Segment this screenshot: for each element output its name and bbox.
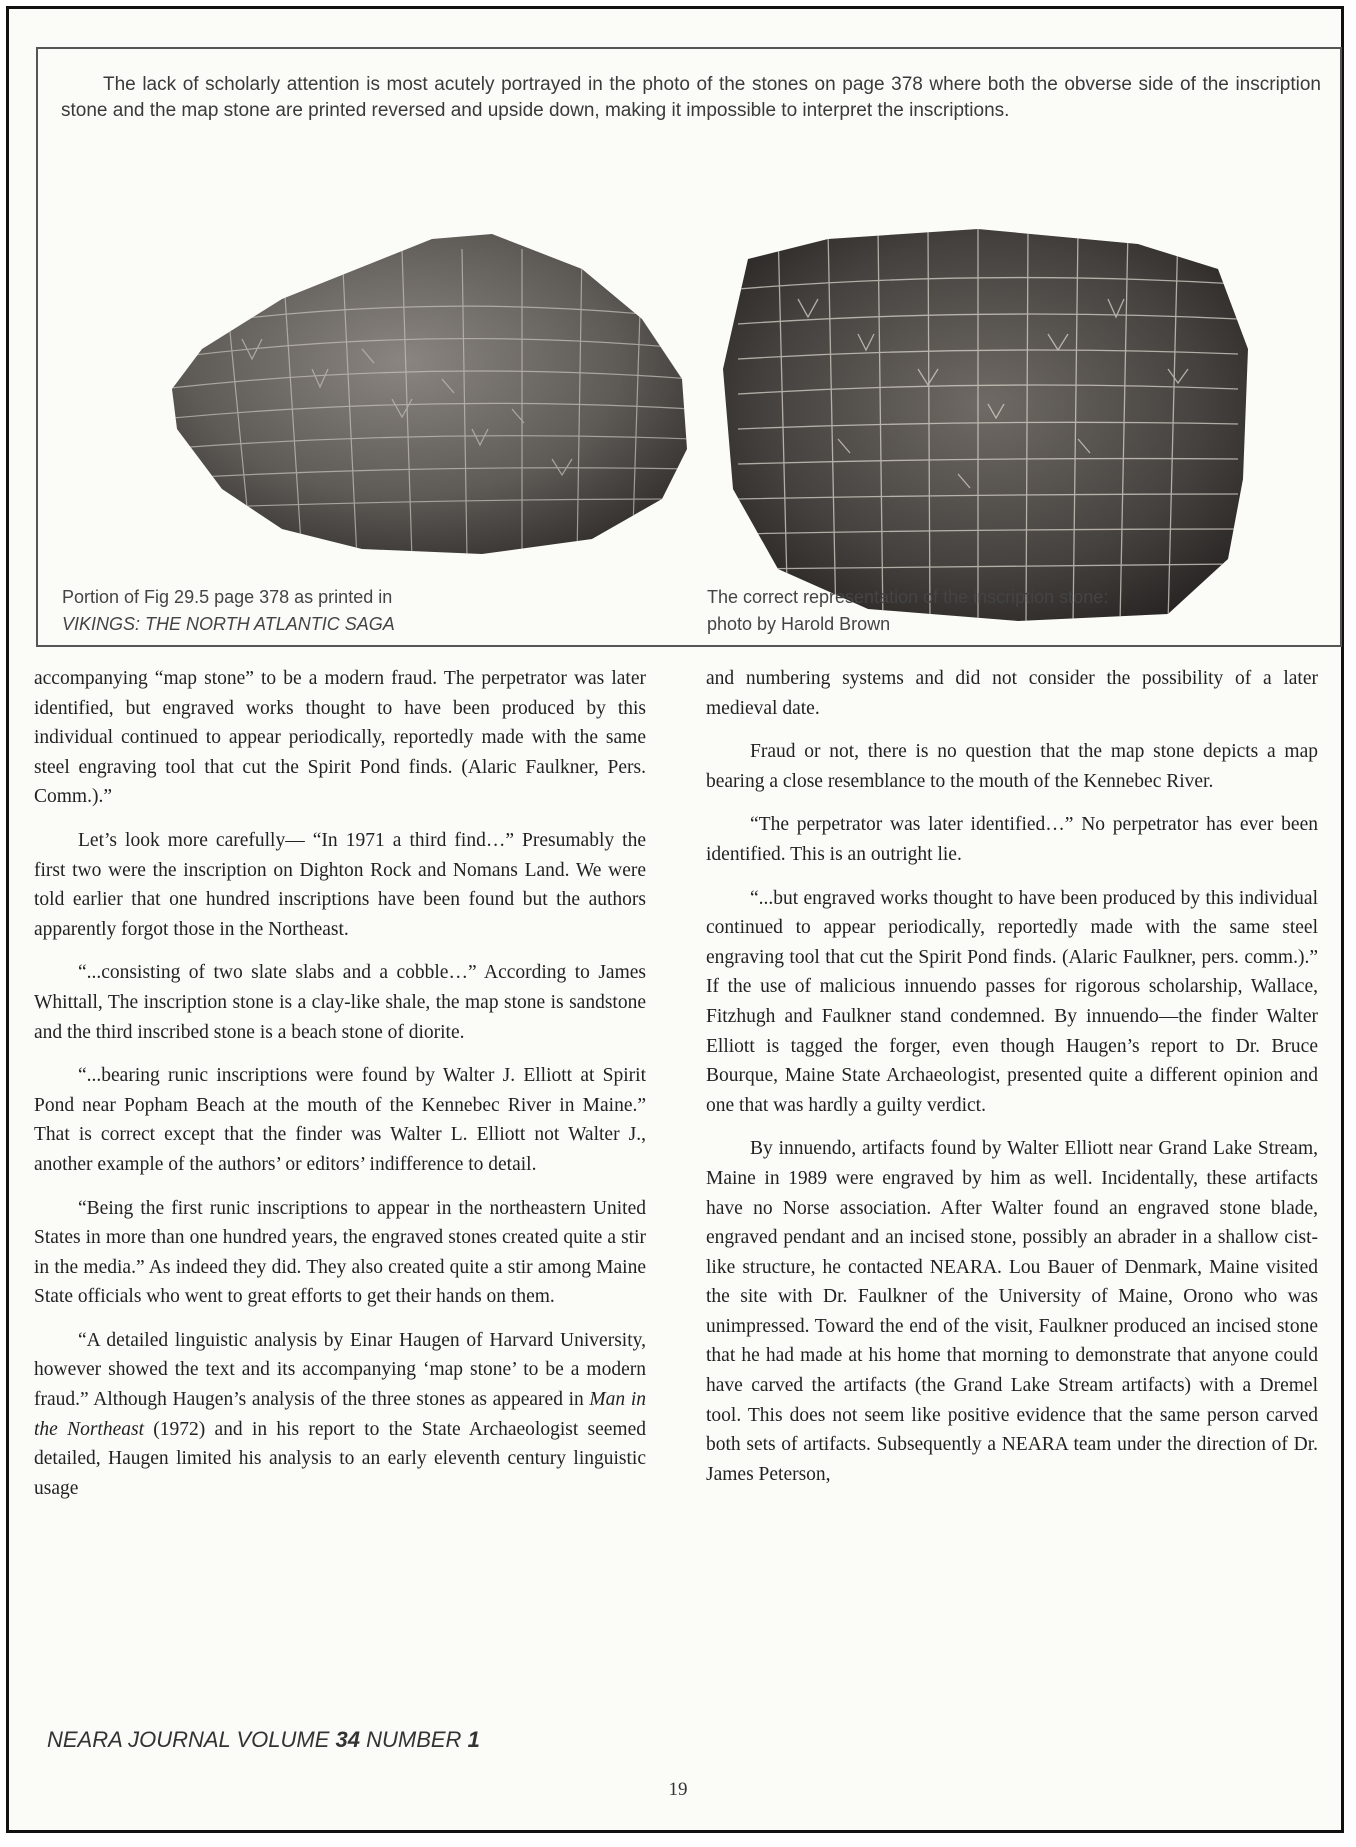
left-photo-caption bbox=[62, 584, 395, 638]
right-paragraph-4: “...but engraved works thought to have been produced by this individual continued to appear periodically, reportedly made with the same steel engraving tool that cut the Spirit Pond finds. (Alaric Faulkner, pers. comm.).” If the use of malicious innuendo passes for rigorous scholarship, Wallace, Fitzhugh and Faulkner stand condemned. By innuendo—the finder Walter Elliott is tagged the forger, even though Haugen’s report to Dr. Bruce Bourque, Maine State Archaeologist, presented quite a different opinion and one that was hardly a guilty verdict. bbox=[706, 887, 1318, 1116]
right-photo-caption bbox=[707, 584, 1108, 638]
issue-number: 1 bbox=[467, 1727, 480, 1752]
left-paragraph-2: Let’s look more carefully— “In 1971 a third find…” Presumably the first two were the inscription on Dighton Rock and Nomans Land. We were told earlier that one hundred inscriptions have been found but the authors apparently forgot those in the Northeast. bbox=[34, 829, 646, 940]
page-frame bbox=[6, 6, 1344, 1833]
page-number: 19 bbox=[668, 1779, 688, 1800]
journal-footer bbox=[47, 1727, 480, 1753]
left-paragraph-4: “...bearing runic inscriptions were found by Walter J. Elliott at Spirit Pond near Popham Beach at the mouth of the Kennebec River in Maine.” That is correct except that the finder was Walter L. Elliott not Walter J., another example of the authors’ or editors’ indifference to detail. bbox=[34, 1065, 646, 1175]
left-caption-book-title: VIKINGS: THE NORTH ATLANTIC SAGA bbox=[62, 614, 395, 634]
right-caption-line-1: The correct representation of the inscription stone: bbox=[707, 587, 1109, 607]
right-caption-line-2: photo by Harold Brown bbox=[707, 614, 891, 634]
number-label: NUMBER bbox=[360, 1727, 468, 1752]
figure-note: The lack of scholarly attention is most acutely portrayed in the photo of the stones on page 378 where both the obverse side of the inscription stone and the map stone are printed reversed and upside down, making it impossible to interpret the inscriptions. bbox=[61, 74, 1321, 121]
map-stone-photo bbox=[162, 229, 692, 559]
right-paragraph-1: and numbering systems and did not consider the possibility of a later medieval date. bbox=[706, 668, 1318, 719]
left-paragraph-6 bbox=[34, 1326, 646, 1504]
right-paragraph-2: Fraud or not, there is no question that the map stone depicts a map bearing a close resemblance to the mouth of the Kennebec River. bbox=[706, 741, 1318, 792]
inscription-stone-photo bbox=[718, 229, 1252, 624]
volume-number: 34 bbox=[335, 1727, 360, 1752]
left-paragraph-3: “...consisting of two slate slabs and a cobble…” According to James Whittall, The inscription stone is a clay-like shale, the map stone is sandstone and the third inscribed stone is a beach stone of diorite. bbox=[34, 962, 646, 1043]
right-paragraph-3: “The perpetrator was later identified…” No perpetrator has ever been identified. This is an outright lie. bbox=[706, 814, 1318, 865]
left-paragraph-5: “Being the first runic inscriptions to appear in the northeastern United States in more than one hundred years, the engraved stones created quite a stir in the media.” As indeed they did. They also created quite a stir among Maine State officials who went to great efforts to get their hands on them. bbox=[34, 1197, 646, 1308]
figure-box bbox=[36, 47, 1342, 647]
right-column bbox=[706, 664, 1318, 1503]
right-paragraph-5: By innuendo, artifacts found by Walter Elliott near Grand Lake Stream, Maine in 1989 were engraved by him as well. Incidentally, these artifacts have no Norse association. After Walter found an engraved stone blade, engraved pendant and an incised stone, possibly an abrader in a shallow cist-like structure, he contacted NEARA. Lou Bauer of Denmark, Maine visited the site with Dr. Faulkner of the University of Maine, Orono who was unimpressed. Toward the end of the visit, Faulkner produced an incised stone that he had made at his home that morning to demonstrate that anyone could have carved the artifacts (the Grand Lake Stream artifacts) with a Dremel tool. This does not seem like positive evidence that the same person carved both sets of artifacts. Subsequently a NEARA team under the direction of Dr. James Peterson, bbox=[706, 1138, 1318, 1485]
left-paragraph-6-text-a: “A detailed linguistic analysis by Einar Haugen of Harvard University, however showed the text and its accompanying ‘map stone’ to be a modern fraud.” Although Haugen’s analysis of the three stones as appeared in bbox=[34, 1329, 646, 1411]
left-paragraph-1: accompanying “map stone” to be a modern fraud. The perpetrator was later identified, but engraved works thought to have been produced by this individual continued to appear periodically, reportedly made with the same steel engraving tool that cut the Spirit Pond finds. (Alaric Faulkner, Pers. Comm.).” bbox=[34, 668, 646, 808]
journal-name: NEARA JOURNAL VOLUME bbox=[47, 1727, 336, 1752]
cited-title: Man in the Northeast bbox=[34, 1389, 646, 1440]
left-paragraph-6-text-b: (1972) and in his report to the State Archaeologist seemed detailed, Haugen limited his analysis to an early eleventh century linguistic usage bbox=[34, 1418, 647, 1499]
left-caption-line-1: Portion of Fig 29.5 page 378 as printed in bbox=[62, 587, 393, 607]
left-column bbox=[34, 664, 646, 1517]
